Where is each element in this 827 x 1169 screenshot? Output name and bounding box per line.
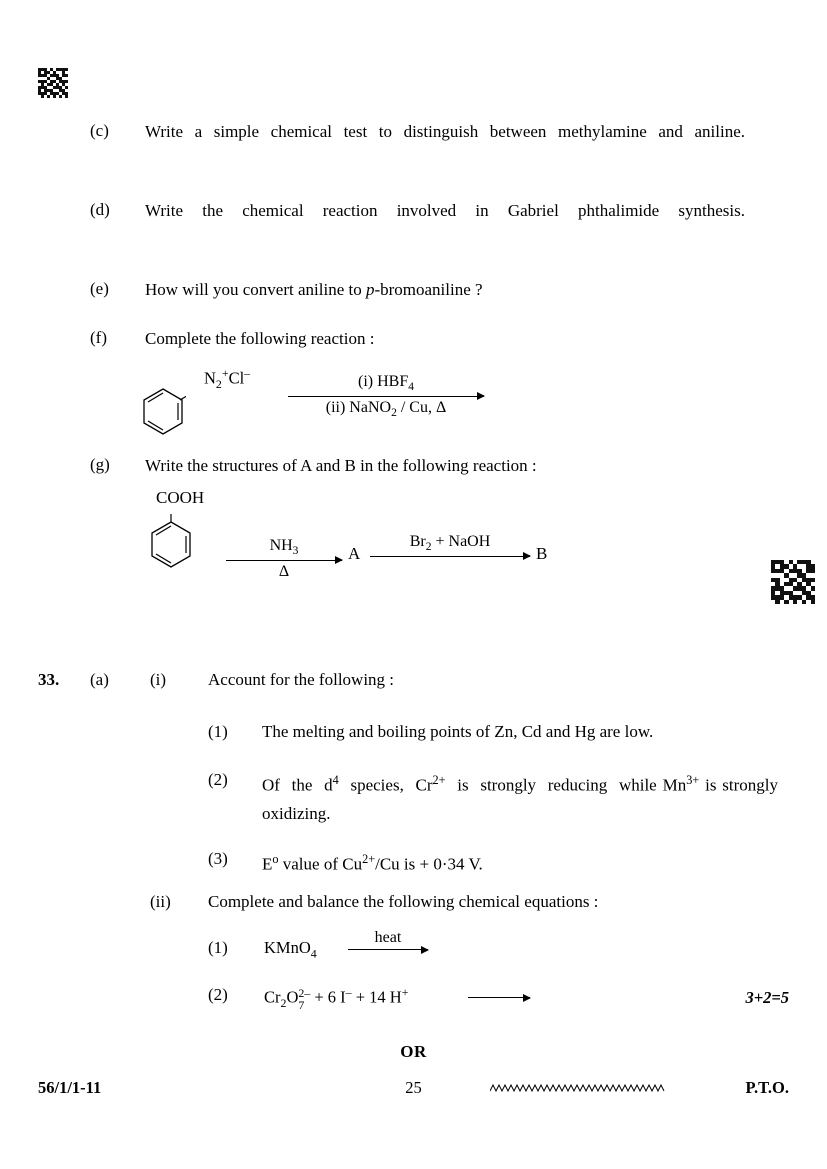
question-text-c: Write a simple chemical test to distinguish between methylamine and aniline.: [145, 122, 745, 141]
question-text-g: Write the structures of A and B in the following reaction :: [145, 456, 537, 475]
sub-item-1-text: The melting and boiling points of Zn, Cd and Hg are low.: [262, 722, 654, 741]
reaction-scheme-g: [140, 488, 560, 588]
reagent-arrow-g1: [226, 536, 342, 582]
substituent-label-f: $N_2^+Cl^-$: [204, 366, 251, 391]
sub-item-3: [208, 845, 778, 879]
sub-item-1: [208, 718, 778, 746]
sub-item-2-text: Of the $d^4$ species, $Cr^{2+}$ is strongly reducing while $Mn^{3+}$ is strongly oxidizing.: [262, 773, 779, 823]
equation-2: [208, 985, 628, 1021]
question-label-e: (e): [90, 279, 109, 298]
reaction-scheme-f: [140, 358, 540, 443]
reagent-below-g1: Δ: [278, 562, 290, 580]
equation-1-formula: KMnO$_4$: [264, 938, 317, 961]
question-item-g: [90, 452, 770, 480]
question-item-f: [90, 325, 750, 353]
question-text-f: Complete the following reaction :: [145, 329, 375, 348]
benzene-ring-structure-g: [148, 514, 192, 564]
question-label-g: (g): [90, 455, 110, 474]
question-label-c: (c): [90, 121, 109, 140]
qr-code-icon-2: [771, 560, 815, 604]
product-b-label: B: [536, 544, 548, 563]
reagent-arrow-f: [288, 372, 484, 420]
question-text-d: Write the chemical reaction involved in Gabriel phthalimide synthesis.: [145, 201, 745, 220]
benzene-ring-structure: [140, 386, 184, 436]
equation-2-formula: $Cr_2O$ 2– 7 + 6 I– + 14 H+: [264, 985, 409, 1013]
question-number-33: 33.: [38, 670, 60, 689]
equation-1-arrow: [348, 928, 428, 950]
product-a-label: A: [348, 544, 361, 563]
question-item-d: [90, 197, 750, 225]
footer-paper-code: 56/1/1-11: [38, 1078, 102, 1097]
or-separator: OR: [400, 1042, 427, 1061]
reagent-arrow-g2: [370, 532, 530, 557]
sub-item-2: [208, 766, 778, 828]
equation-1: [208, 929, 528, 972]
reagent-above-g2: $Br_2$ + NaOH: [409, 533, 491, 554]
question-33-roman-ii-text: Complete and balance the following chemical equations :: [208, 892, 599, 911]
reagent-below-f: (ii) NaNO$_2$ / Cu, Δ: [325, 398, 447, 419]
reagent-above-f: (i) $HBF_4$: [358, 373, 414, 394]
question-item-e: [90, 276, 750, 304]
question-text-e: How will you convert aniline to p-bromoaniline ?: [145, 280, 483, 299]
sub-item-3-number: (3): [208, 849, 228, 868]
equation-2-number: (2): [208, 985, 228, 1004]
sub-item-3-text: $E^o$ value of $Cu^{2+}/Cu$ is + 0·34 V.: [262, 852, 483, 874]
question-label-f: (f): [90, 328, 107, 347]
equation-1-number: (1): [208, 938, 228, 957]
sub-item-1-number: (1): [208, 722, 228, 741]
question-33-roman-ii: (ii): [150, 892, 171, 911]
wave-divider-icon: [490, 1082, 665, 1094]
question-label-d: (d): [90, 200, 110, 219]
sub-item-2-number: (2): [208, 770, 228, 789]
equation-1-condition: heat: [374, 929, 402, 946]
question-33-part-a: (a): [90, 670, 109, 689]
marks-label: 3+2=5: [745, 988, 789, 1007]
equation-2-arrow: [468, 997, 530, 998]
qr-code-icon: [38, 68, 68, 98]
question-33-roman-i: (i): [150, 670, 167, 689]
footer-page-number: 25: [405, 1078, 422, 1097]
question-33-roman-i-text: Account for the following :: [208, 670, 395, 689]
reagent-above-g1: $NH_3$: [269, 537, 299, 558]
question-item-c: [90, 118, 750, 146]
substituent-label-g: COOH: [156, 488, 205, 507]
footer-pto: P.T.O.: [745, 1078, 789, 1097]
